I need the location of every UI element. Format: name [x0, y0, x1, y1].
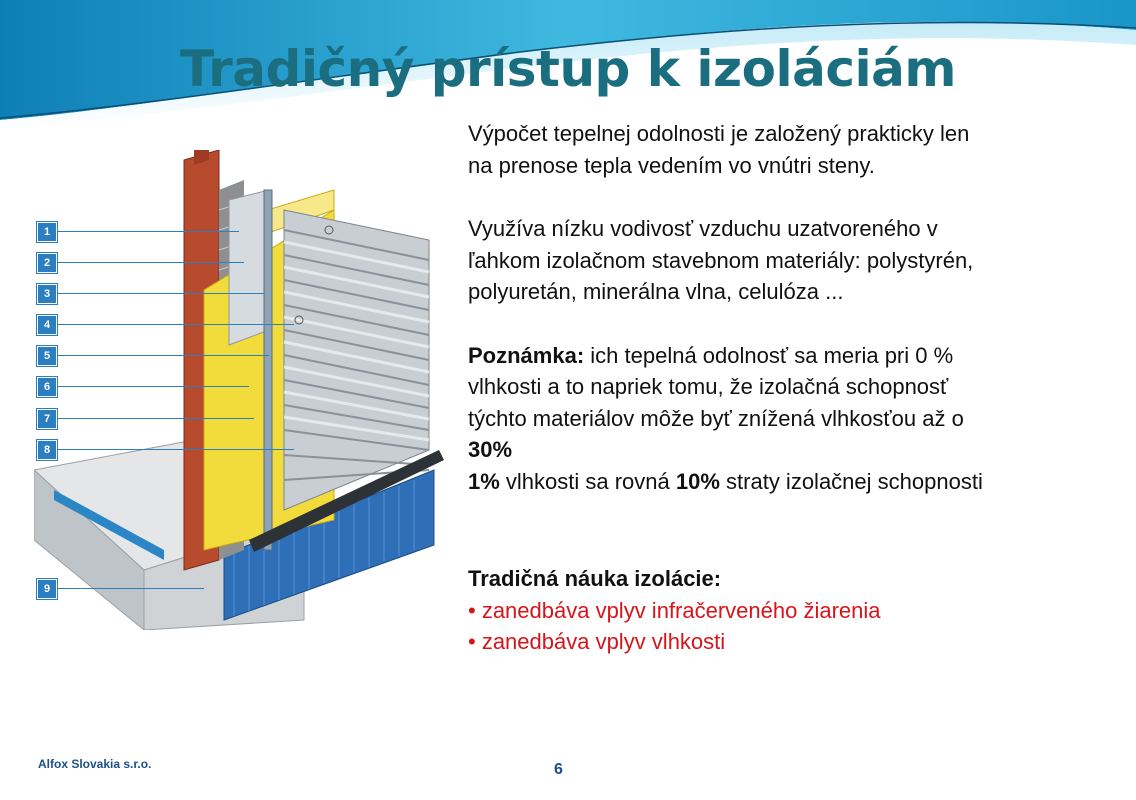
- note-line-2: vlhkosti a to napriek tomu, že izolačná schopnosť: [468, 374, 949, 399]
- note-percentage: 30%: [468, 437, 513, 462]
- ratio-mid: vlhkosti sa rovná: [499, 468, 676, 494]
- note-label: Poznámka:: [468, 342, 585, 368]
- p1-line-1: Výpočet tepelnej odolnosti je založený prakticky len: [468, 121, 970, 146]
- p2-line-1: Využíva nízku vodivosť vzduchu uzatvoreného v: [468, 216, 938, 241]
- slide-body-text: [468, 118, 1118, 658]
- note-line-1: [468, 340, 1118, 372]
- callout-badge-1: 1: [37, 222, 57, 242]
- callout-badge-6: 6: [37, 377, 57, 397]
- callout-badge-8: 8: [37, 440, 57, 460]
- p2-line-2: ľahkom izolačnom stavebnom materiály: polystyrén,: [468, 247, 974, 273]
- callout-badge-5: 5: [37, 346, 57, 366]
- paragraph-air-conductivity: [468, 213, 1118, 308]
- traditional-heading: [468, 563, 1118, 595]
- callout-line-4: [54, 324, 294, 325]
- traditional-heading-text: Tradičná náuka izolácie:: [468, 566, 722, 591]
- callout-line-1: [54, 231, 239, 232]
- page-number: 6: [554, 761, 563, 778]
- paragraph-traditional-theory: [468, 563, 1118, 658]
- callout-badge-3: 3: [37, 284, 57, 304]
- ratio-b: 10%: [675, 468, 720, 494]
- callout-badge-7: 7: [37, 409, 57, 429]
- paragraph-heat-resistance: [468, 118, 1118, 181]
- callout-badge-2: 2: [37, 253, 57, 273]
- callout-line-5: [54, 355, 269, 356]
- callout-line-2: [54, 262, 244, 263]
- note-line-1-text: ich tepelná odolnosť sa meria pri 0 %: [584, 342, 954, 368]
- p2-line-3: polyuretán, minerálna vlna, celulóza ...: [468, 279, 844, 304]
- p1-line-2: na prenose tepla vedením vo vnútri steny.: [468, 152, 875, 178]
- callout-badge-4: 4: [37, 315, 57, 335]
- wall-insulation-illustration: [34, 150, 444, 630]
- callout-line-7: [54, 418, 254, 419]
- callout-line-3: [54, 293, 264, 294]
- ratio-end: straty izolačnej schopnosti: [719, 468, 983, 494]
- bullet-infrared: • zanedbáva vplyv infračerveného žiarenia: [468, 597, 881, 623]
- paragraph-note: [468, 340, 1118, 498]
- bullet-moisture: • zanedbáva vplyv vlhkosti: [468, 629, 726, 654]
- note-line-4: [468, 434, 1118, 466]
- ratio-line: [468, 466, 1118, 498]
- callout-line-6: [54, 386, 249, 387]
- callout-badge-9: 9: [37, 579, 57, 599]
- ratio-a: 1%: [468, 468, 500, 494]
- footer-company-name: Alfox Slovakia s.r.o.: [38, 757, 152, 771]
- wall-cross-section-drawing: [34, 150, 444, 630]
- callout-line-9: [54, 588, 204, 589]
- slide-title: Tradičný prístup k izoláciám: [180, 40, 956, 98]
- callout-line-8: [54, 449, 294, 450]
- note-line-3: týchto materiálov môže byť znížená vlhkosťou až o: [468, 405, 964, 431]
